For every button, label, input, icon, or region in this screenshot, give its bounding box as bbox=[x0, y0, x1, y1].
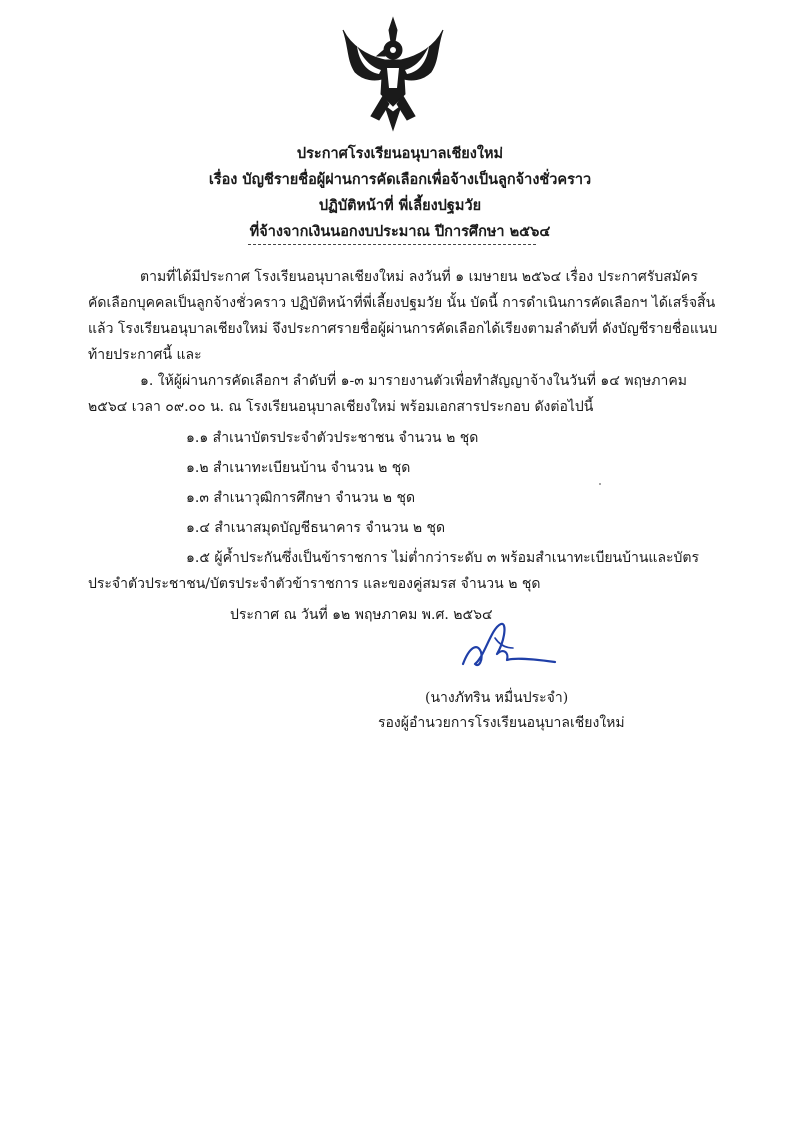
announcement-duty: ปฏิบัติหน้าที่ พี่เลี้ยงปฐมวัย bbox=[318, 197, 482, 214]
announcement-date: ประกาศ ณ วันที่ ๑๒ พฤษภาคม พ.ศ. ๒๕๖๔ bbox=[230, 607, 493, 623]
list-item: ๑.๓ สำเนาวุฒิการศึกษา จำนวน ๒ ชุด bbox=[186, 490, 416, 506]
signature-mark bbox=[455, 618, 565, 678]
list-item: ๑.๕ ผู้ค้ำประกันซึ่งเป็นข้าราชการ ไม่ต่ำกว่าระดับ ๓ พร้อมสำเนาทะเบียนบ้านและบัตร bbox=[186, 550, 700, 566]
signer-title: รองผู้อำนวยการโรงเรียนอนุบาลเชียงใหม่ bbox=[378, 715, 625, 731]
paragraph-1-line-3: แล้ว โรงเรียนอนุบาลเชียงใหม่ จึงประกาศรายชื่อผู้ผ่านการคัดเลือกได้เรียงตามลำดับที่ ดังบัญชีรายชื่อแนบ bbox=[88, 321, 718, 337]
announcement-title: ประกาศโรงเรียนอนุบาลเชียงใหม่ bbox=[296, 145, 504, 162]
garuda-emblem-icon bbox=[337, 16, 449, 132]
header-divider bbox=[248, 244, 536, 245]
announcement-funding: ที่จ้างจากเงินนอกงบประมาณ ปีการศึกษา ๒๕๖๔ bbox=[249, 223, 551, 240]
announcement-subject: เรื่อง บัญชีรายชื่อผู้ผ่านการคัดเลือกเพื่อจ้างเป็นลูกจ้างชั่วคราว bbox=[208, 171, 592, 188]
list-item: ๑.๑ สำเนาบัตรประจำตัวประชาชน จำนวน ๒ ชุด bbox=[186, 430, 479, 446]
scan-speck bbox=[599, 483, 601, 485]
list-item: ๑.๒ สำเนาทะเบียนบ้าน จำนวน ๒ ชุด bbox=[186, 460, 411, 476]
list-item: ๑.๔ สำเนาสมุดบัญชีธนาคาร จำนวน ๒ ชุด bbox=[186, 520, 446, 536]
paragraph-1-line-2: คัดเลือกบุคคลเป็นลูกจ้างชั่วคราว ปฏิบัติหน้าที่พี่เลี้ยงปฐมวัย นั้น บัดนี้ การดำเนินการคัดเลือกฯ ได้เสร็จสิ้น bbox=[88, 295, 716, 311]
paragraph-1-line-4: ท้ายประกาศนี้ และ bbox=[88, 347, 202, 363]
signer-name: (นางภัทริน หมื่นประจำ) bbox=[425, 690, 569, 706]
paragraph-1-line-1: ตามที่ได้มีประกาศ โรงเรียนอนุบาลเชียงใหม่ ลงวันที่ ๑ เมษายน ๒๕๖๔ เรื่อง ประกาศรับสมัคร bbox=[140, 269, 698, 285]
paragraph-2-line-2: ๒๕๖๔ เวลา ๐๙.๐๐ น. ณ โรงเรียนอนุบาลเชียงใหม่ พร้อมเอกสารประกอบ ดังต่อไปนี้ bbox=[88, 399, 594, 415]
list-item-continuation: ประจำตัวประชาชน/บัตรประจำตัวข้าราชการ และของคู่สมรส จำนวน ๒ ชุด bbox=[88, 576, 541, 592]
paragraph-2-line-1: ๑. ให้ผู้ผ่านการคัดเลือกฯ ลำดับที่ ๑-๓ มารายงานตัวเพื่อทำสัญญาจ้างในวันที่ ๑๔ พฤษภาคม bbox=[140, 373, 687, 389]
